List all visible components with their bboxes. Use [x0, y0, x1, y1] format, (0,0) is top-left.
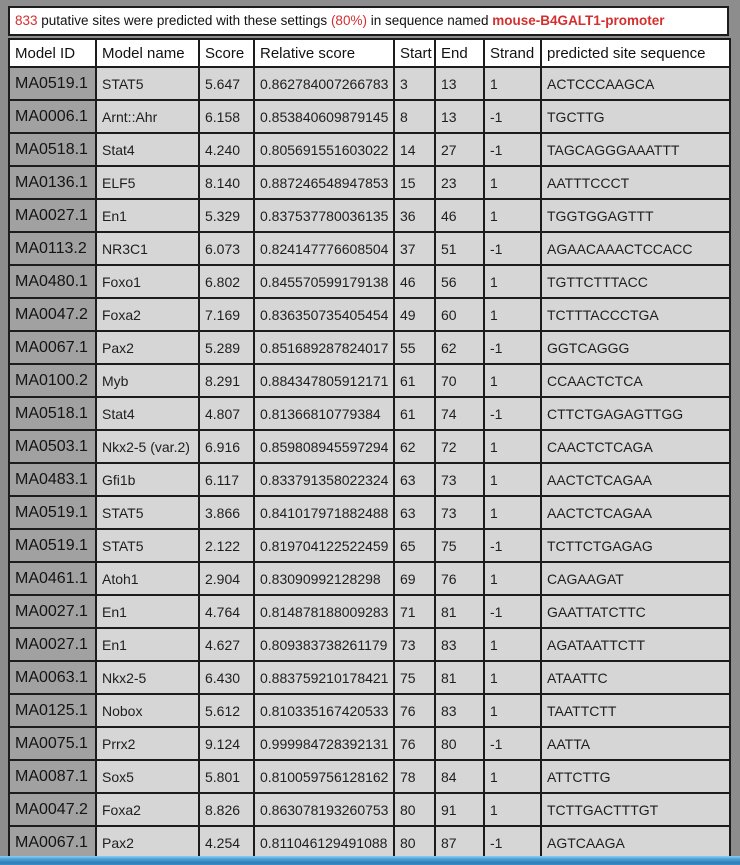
cell-relative-score: 0.83090992128298: [254, 562, 394, 595]
header-start: Start: [394, 39, 435, 67]
cell-model-name: En1: [96, 199, 199, 232]
cell-relative-score: 0.814878188009283: [254, 595, 394, 628]
table-row: [9, 199, 730, 232]
cell-start: 8: [394, 100, 435, 133]
header-strand: Strand: [484, 39, 541, 67]
cell-end: 46: [435, 199, 484, 232]
table-row: [9, 265, 730, 298]
cell-end: 62: [435, 331, 484, 364]
cell-start: 73: [394, 628, 435, 661]
sequence-name: mouse-B4GALT1-promoter: [492, 13, 665, 28]
cell-model-id: MA0047.2: [9, 298, 96, 331]
cell-sequence: AGTCAAGA: [541, 826, 730, 859]
table-row: [9, 595, 730, 628]
cell-model-id: MA0519.1: [9, 496, 96, 529]
cell-model-id: MA0067.1: [9, 331, 96, 364]
cell-model-name: Pax2: [96, 826, 199, 859]
cell-end: 51: [435, 232, 484, 265]
cell-sequence: AGAACAAACTCCACC: [541, 232, 730, 265]
cell-sequence: TGGTGGAGTTT: [541, 199, 730, 232]
cell-relative-score: 0.883759210178421: [254, 661, 394, 694]
cell-model-name: Foxa2: [96, 793, 199, 826]
cell-model-id: MA0100.2: [9, 364, 96, 397]
cell-start: 61: [394, 364, 435, 397]
cell-end: 70: [435, 364, 484, 397]
cell-strand: 1: [484, 67, 541, 100]
table-row: [9, 67, 730, 100]
cell-score: 6.117: [199, 463, 254, 496]
cell-model-name: Prrx2: [96, 727, 199, 760]
cell-start: 80: [394, 793, 435, 826]
cell-end: 56: [435, 265, 484, 298]
cell-end: 23: [435, 166, 484, 199]
header-relative-score: Relative score: [254, 39, 394, 67]
cell-score: 6.073: [199, 232, 254, 265]
cell-end: 72: [435, 430, 484, 463]
cell-relative-score: 0.859808945597294: [254, 430, 394, 463]
site-count: 833: [15, 13, 38, 28]
cell-end: 81: [435, 661, 484, 694]
cell-score: 5.612: [199, 694, 254, 727]
cell-relative-score: 0.805691551603022: [254, 133, 394, 166]
cell-model-id: MA0067.1: [9, 826, 96, 859]
cell-strand: -1: [484, 331, 541, 364]
cell-sequence: GAATTATCTTC: [541, 595, 730, 628]
header-model-name: Model name: [96, 39, 199, 67]
table-row: [9, 133, 730, 166]
cell-model-name: Nkx2-5 (var.2): [96, 430, 199, 463]
cell-start: 71: [394, 595, 435, 628]
cell-model-name: Sox5: [96, 760, 199, 793]
cell-relative-score: 0.836350735405454: [254, 298, 394, 331]
cell-score: 5.801: [199, 760, 254, 793]
cell-sequence: AATTA: [541, 727, 730, 760]
cell-model-id: MA0027.1: [9, 595, 96, 628]
cell-sequence: AACTCTCAGAA: [541, 496, 730, 529]
cell-score: 4.807: [199, 397, 254, 430]
cell-end: 27: [435, 133, 484, 166]
cell-end: 91: [435, 793, 484, 826]
cell-model-id: MA0047.2: [9, 793, 96, 826]
cell-sequence: TCTTGACTTTGT: [541, 793, 730, 826]
cell-strand: -1: [484, 595, 541, 628]
cell-score: 9.124: [199, 727, 254, 760]
cell-strand: 1: [484, 628, 541, 661]
cell-model-name: Arnt::Ahr: [96, 100, 199, 133]
table-row: [9, 463, 730, 496]
cell-start: 69: [394, 562, 435, 595]
cell-strand: 1: [484, 298, 541, 331]
cell-score: 4.254: [199, 826, 254, 859]
cell-model-id: MA0136.1: [9, 166, 96, 199]
threshold-value: (80%): [330, 13, 367, 28]
cell-start: 78: [394, 760, 435, 793]
cell-relative-score: 0.819704122522459: [254, 529, 394, 562]
cell-model-name: ELF5: [96, 166, 199, 199]
cell-sequence: AGATAATTCTT: [541, 628, 730, 661]
cell-start: 55: [394, 331, 435, 364]
cell-model-id: MA0125.1: [9, 694, 96, 727]
cell-model-name: NR3C1: [96, 232, 199, 265]
results-page: [8, 6, 729, 865]
cell-model-id: MA0027.1: [9, 628, 96, 661]
cell-model-id: MA0503.1: [9, 430, 96, 463]
table-row: [9, 529, 730, 562]
table-row: [9, 430, 730, 463]
table-row: [9, 562, 730, 595]
cell-score: 4.764: [199, 595, 254, 628]
cell-score: 4.627: [199, 628, 254, 661]
cell-relative-score: 0.884347805912171: [254, 364, 394, 397]
cell-score: 8.291: [199, 364, 254, 397]
cell-score: 6.430: [199, 661, 254, 694]
table-row: [9, 100, 730, 133]
cell-end: 87: [435, 826, 484, 859]
cell-sequence: CAACTCTCAGA: [541, 430, 730, 463]
cell-strand: -1: [484, 100, 541, 133]
cell-relative-score: 0.833791358022324: [254, 463, 394, 496]
cell-relative-score: 0.845570599179138: [254, 265, 394, 298]
cell-strand: 1: [484, 265, 541, 298]
cell-start: 46: [394, 265, 435, 298]
cell-strand: -1: [484, 826, 541, 859]
cell-start: 75: [394, 661, 435, 694]
cell-start: 49: [394, 298, 435, 331]
table-body: [9, 67, 730, 865]
cell-start: 63: [394, 463, 435, 496]
cell-relative-score: 0.841017971882488: [254, 496, 394, 529]
cell-start: 62: [394, 430, 435, 463]
summary-text-2: in sequence named: [366, 13, 493, 28]
cell-sequence: CAGAAGAT: [541, 562, 730, 595]
cell-sequence: TAGCAGGGAAATTT: [541, 133, 730, 166]
cell-sequence: AACTCTCAGAA: [541, 463, 730, 496]
cell-strand: 1: [484, 562, 541, 595]
cell-score: 7.169: [199, 298, 254, 331]
table-row: [9, 331, 730, 364]
cell-relative-score: 0.824147776608504: [254, 232, 394, 265]
cell-strand: 1: [484, 166, 541, 199]
cell-start: 14: [394, 133, 435, 166]
cell-sequence: GGTCAGGG: [541, 331, 730, 364]
cell-start: 36: [394, 199, 435, 232]
cell-model-id: MA0518.1: [9, 133, 96, 166]
cell-model-id: MA0519.1: [9, 67, 96, 100]
cell-strand: -1: [484, 397, 541, 430]
cell-model-name: Foxa2: [96, 298, 199, 331]
cell-sequence: TGCTTG: [541, 100, 730, 133]
header-predicted-site-sequence: predicted site sequence: [541, 39, 730, 67]
cell-model-name: STAT5: [96, 496, 199, 529]
cell-model-name: Stat4: [96, 397, 199, 430]
cell-score: 5.647: [199, 67, 254, 100]
cell-model-id: MA0483.1: [9, 463, 96, 496]
cell-strand: -1: [484, 727, 541, 760]
cell-relative-score: 0.810059756128162: [254, 760, 394, 793]
table-row: [9, 628, 730, 661]
cell-strand: -1: [484, 232, 541, 265]
cell-model-id: MA0063.1: [9, 661, 96, 694]
cell-relative-score: 0.863078193260753: [254, 793, 394, 826]
cell-score: 2.904: [199, 562, 254, 595]
cell-score: 5.329: [199, 199, 254, 232]
cell-score: 8.140: [199, 166, 254, 199]
cell-score: 6.158: [199, 100, 254, 133]
cell-sequence: ATAATTC: [541, 661, 730, 694]
header-end: End: [435, 39, 484, 67]
cell-model-name: En1: [96, 595, 199, 628]
cell-model-name: En1: [96, 628, 199, 661]
cell-model-name: STAT5: [96, 67, 199, 100]
cell-relative-score: 0.81366810779384: [254, 397, 394, 430]
cell-start: 15: [394, 166, 435, 199]
cell-end: 83: [435, 628, 484, 661]
cell-relative-score: 0.887246548947853: [254, 166, 394, 199]
cell-strand: 1: [484, 199, 541, 232]
cell-relative-score: 0.837537780036135: [254, 199, 394, 232]
table-row: [9, 496, 730, 529]
cell-end: 81: [435, 595, 484, 628]
cell-sequence: CTTCTGAGAGTTGG: [541, 397, 730, 430]
summary-text-1: putative sites were predicted with these settings: [37, 13, 331, 28]
cell-strand: -1: [484, 529, 541, 562]
cell-model-id: MA0519.1: [9, 529, 96, 562]
cell-score: 8.826: [199, 793, 254, 826]
cell-score: 3.866: [199, 496, 254, 529]
table-row: [9, 364, 730, 397]
table-row: [9, 661, 730, 694]
cell-model-id: MA0480.1: [9, 265, 96, 298]
header-model-id: Model ID: [9, 39, 96, 67]
table-row: [9, 232, 730, 265]
table-row: [9, 826, 730, 859]
cell-score: 2.122: [199, 529, 254, 562]
table-header-row: [9, 39, 730, 67]
cell-end: 13: [435, 67, 484, 100]
predicted-sites-table: [8, 38, 731, 865]
table-row: [9, 793, 730, 826]
cell-sequence: ATTCTTG: [541, 760, 730, 793]
cell-model-id: MA0006.1: [9, 100, 96, 133]
cell-model-id: MA0113.2: [9, 232, 96, 265]
cell-strand: 1: [484, 496, 541, 529]
prediction-summary: [8, 6, 729, 36]
cell-model-name: Gfi1b: [96, 463, 199, 496]
table-row: [9, 727, 730, 760]
cell-model-id: MA0518.1: [9, 397, 96, 430]
cell-end: 76: [435, 562, 484, 595]
cell-start: 76: [394, 727, 435, 760]
cell-model-id: MA0461.1: [9, 562, 96, 595]
cell-start: 63: [394, 496, 435, 529]
cell-end: 74: [435, 397, 484, 430]
cell-model-name: STAT5: [96, 529, 199, 562]
cell-sequence: TAATTCTT: [541, 694, 730, 727]
cell-end: 13: [435, 100, 484, 133]
cell-start: 37: [394, 232, 435, 265]
cell-score: 6.916: [199, 430, 254, 463]
cell-score: 4.240: [199, 133, 254, 166]
header-score: Score: [199, 39, 254, 67]
cell-model-name: Nobox: [96, 694, 199, 727]
cell-relative-score: 0.999984728392131: [254, 727, 394, 760]
cell-model-name: Pax2: [96, 331, 199, 364]
cell-model-name: Atoh1: [96, 562, 199, 595]
cell-start: 65: [394, 529, 435, 562]
cell-model-name: Myb: [96, 364, 199, 397]
cell-relative-score: 0.862784007266783: [254, 67, 394, 100]
cell-score: 5.289: [199, 331, 254, 364]
table-row: [9, 298, 730, 331]
cell-model-id: MA0087.1: [9, 760, 96, 793]
cell-start: 61: [394, 397, 435, 430]
cell-end: 75: [435, 529, 484, 562]
cell-relative-score: 0.851689287824017: [254, 331, 394, 364]
table-row: [9, 397, 730, 430]
cell-relative-score: 0.809383738261179: [254, 628, 394, 661]
cell-relative-score: 0.811046129491088: [254, 826, 394, 859]
table-row: [9, 694, 730, 727]
cell-sequence: ACTCCCAAGCA: [541, 67, 730, 100]
cell-end: 83: [435, 694, 484, 727]
cell-sequence: TGTTCTTTACC: [541, 265, 730, 298]
cell-sequence: TCTTCTGAGAG: [541, 529, 730, 562]
cell-strand: 1: [484, 463, 541, 496]
cell-score: 6.802: [199, 265, 254, 298]
cell-start: 3: [394, 67, 435, 100]
cell-model-name: Stat4: [96, 133, 199, 166]
cell-relative-score: 0.810335167420533: [254, 694, 394, 727]
cell-end: 60: [435, 298, 484, 331]
cell-strand: 1: [484, 430, 541, 463]
cell-model-id: MA0075.1: [9, 727, 96, 760]
cell-start: 80: [394, 826, 435, 859]
cell-end: 84: [435, 760, 484, 793]
cell-strand: 1: [484, 364, 541, 397]
cell-model-name: Nkx2-5: [96, 661, 199, 694]
table-row: [9, 760, 730, 793]
cell-end: 73: [435, 463, 484, 496]
table-row: [9, 166, 730, 199]
cell-start: 76: [394, 694, 435, 727]
cell-sequence: AATTTCCCT: [541, 166, 730, 199]
cell-end: 80: [435, 727, 484, 760]
cell-model-id: MA0027.1: [9, 199, 96, 232]
cell-end: 73: [435, 496, 484, 529]
cell-model-name: Foxo1: [96, 265, 199, 298]
cell-sequence: CCAACTCTCA: [541, 364, 730, 397]
cell-strand: 1: [484, 760, 541, 793]
cell-strand: 1: [484, 694, 541, 727]
bottom-edge-bar: [0, 856, 740, 865]
cell-relative-score: 0.853840609879145: [254, 100, 394, 133]
cell-strand: 1: [484, 661, 541, 694]
cell-strand: -1: [484, 133, 541, 166]
cell-strand: 1: [484, 793, 541, 826]
cell-sequence: TCTTTACCCTGA: [541, 298, 730, 331]
